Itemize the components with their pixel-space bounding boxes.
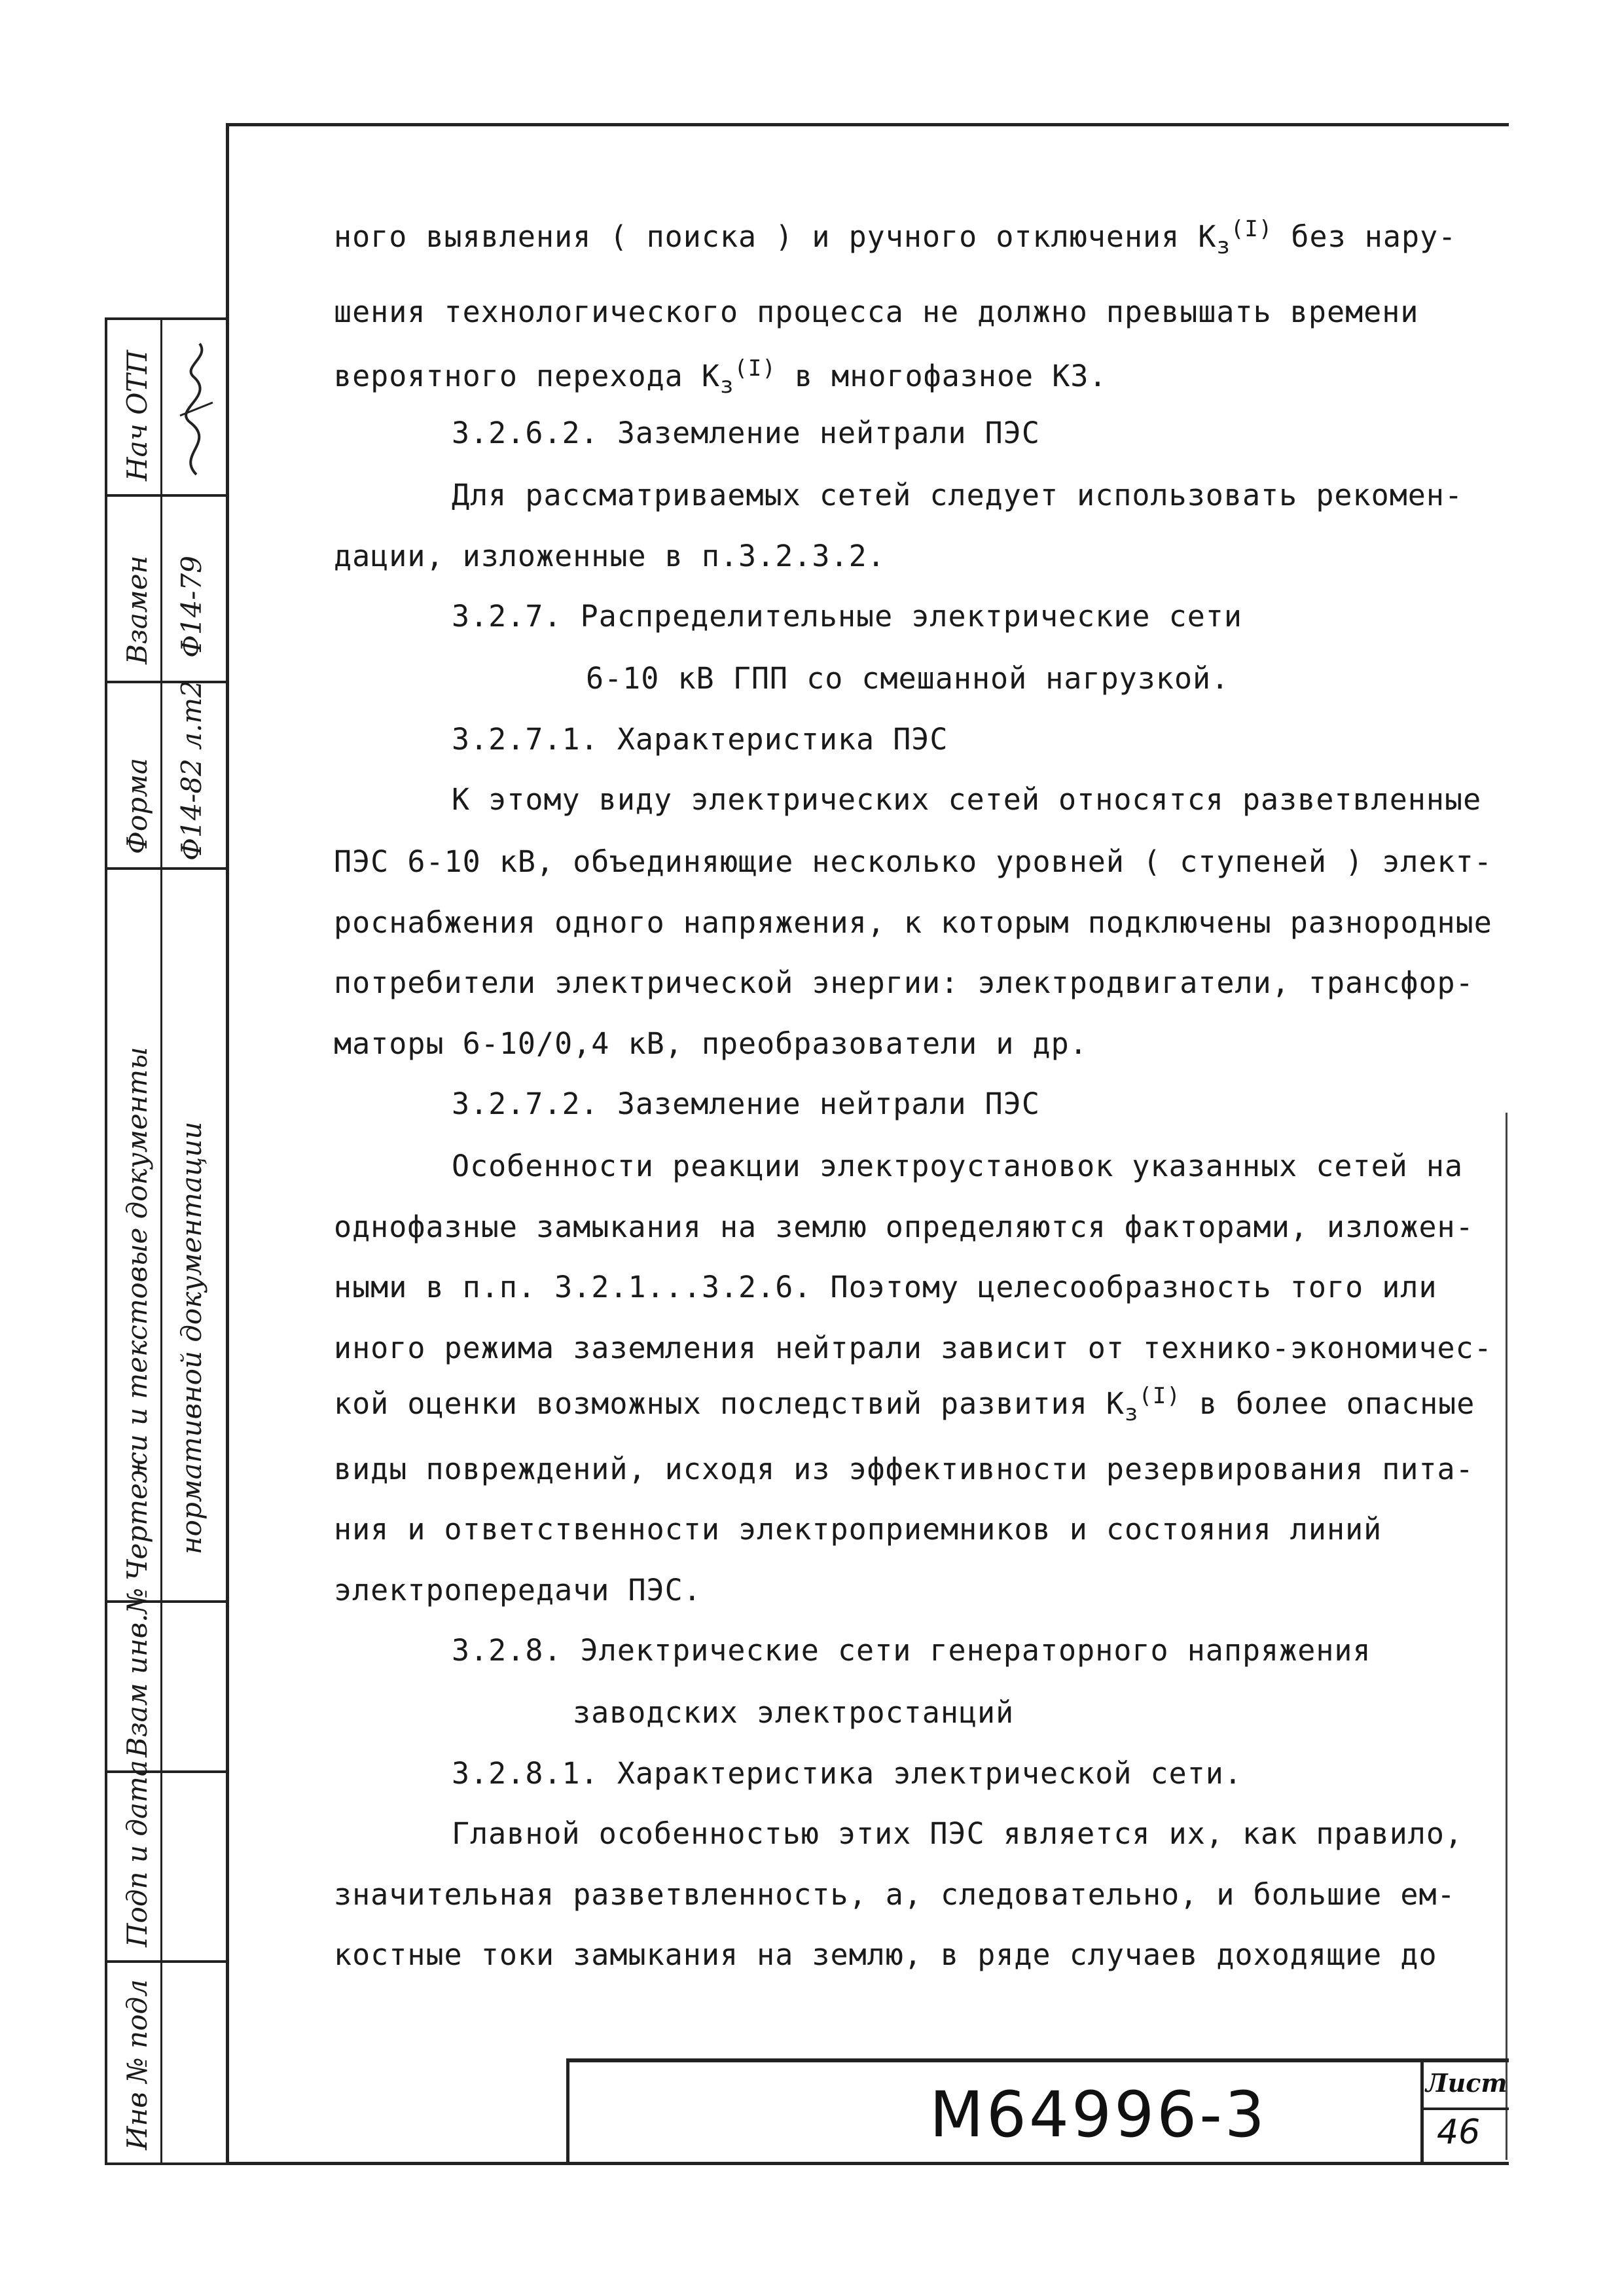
text-line: ными в п.п. 3.2.1...3.2.6. Поэтому целесообразность того или <box>334 1270 1437 1304</box>
text-line: Главной особенностью этих ПЭС является их, как правило, <box>452 1816 1464 1851</box>
sheet-number: 46 <box>1437 2113 1481 2152</box>
stamp-col1: Инв № подл <box>121 1979 153 2150</box>
section-heading: 3.2.7.2. Заземление нейтрали ПЭС <box>452 1086 1040 1121</box>
text-line: К этому виду электрических сетей относятся разветвленные <box>452 782 1482 817</box>
title-block-left-divider <box>566 2058 569 2163</box>
stamp-replaced-value: Ф14-79 <box>175 556 208 658</box>
stamp-doc-title-2: нормативной документации <box>175 1121 208 1554</box>
text-line: значительная разветвленность, а, следовательно, и большие ем- <box>334 1877 1456 1912</box>
section-heading: 3.2.8.1. Характеристика электрической сети. <box>452 1756 1242 1791</box>
text-line: ПЭС 6-10 кВ, объединяющие несколько уровней ( ступеней ) элект- <box>334 844 1492 879</box>
stamp-replaced-label: Взамен <box>121 555 153 664</box>
section-heading: 3.2.7. Распределительные электрические сети <box>452 599 1242 634</box>
text-line: костные токи замыкания на землю, в ряде случаев доходящие до <box>334 1937 1437 1972</box>
title-block-sheet-divider <box>1420 2058 1424 2163</box>
stamp-doc-title-1: Чертежи и текстовые документы <box>121 1047 153 1581</box>
text-line: кой оценки возможных последствий развития $К_з^{(I)}$ в более опасные <box>334 1383 1475 1426</box>
stamp-form-label: Форма <box>121 758 153 854</box>
text-line: роснабжения одного напряжения, к которым подключены разнородные <box>334 905 1492 940</box>
stamp-form-value: Ф14-82 л.т2 <box>175 680 208 861</box>
text-line: Для рассматриваемых сетей следует использовать рекомен- <box>452 478 1464 512</box>
text-line: виды повреждений, исходя из эффективности резервирования пита- <box>334 1452 1474 1486</box>
text-line: электропередачи ПЭС. <box>334 1573 702 1607</box>
text-line: потребители электрической энергии: электродвигатели, трансфор- <box>334 965 1474 1000</box>
section-heading: 3.2.8. Электрические сети генераторного напряжения <box>452 1633 1371 1668</box>
document-number: М64996-3 <box>929 2078 1267 2151</box>
section-heading: 3.2.7.1. Характеристика ПЭС <box>452 722 948 757</box>
sheet-label: Лист <box>1426 2068 1507 2098</box>
text-line: иного режима заземления нейтрали зависит от технико-экономичес- <box>334 1331 1492 1365</box>
text-line: дации, изложенные в п.3.2.3.2. <box>334 539 886 573</box>
text-line: ного выявления ( поиска ) и ручного отключения $К_з^{(I)}$ без нару- <box>334 216 1457 259</box>
text-line: маторы 6-10/0,4 кВ, преобразователи и др. <box>334 1026 1088 1061</box>
section-heading: 6-10 кВ ГПП со смешанной нагрузкой. <box>586 661 1230 696</box>
title-block-top-border <box>566 2058 1509 2062</box>
stamp-col3: Взам инв.№ <box>121 1587 153 1757</box>
title-block-sheet-separator <box>1420 2108 1509 2110</box>
section-heading: 3.2.6.2. Заземление нейтрали ПЭС <box>452 416 1040 450</box>
text-line: ния и ответственности электроприемников и состояния линий <box>334 1512 1382 1547</box>
section-heading: заводских электростанций <box>573 1695 1015 1730</box>
text-line: Особенности реакции электроустановок указанных сетей на <box>452 1149 1464 1183</box>
text-line: шения технологического процесса не должно превышать времени <box>334 295 1419 329</box>
stamp-col2: Подп и дата <box>121 1760 153 1947</box>
text-line: вероятного перехода $К_з^{(I)}$ в многофазное КЗ. <box>334 355 1108 399</box>
text-line: однофазные замыкания на землю определяются факторами, изложен- <box>334 1210 1474 1244</box>
stamp-head-label: Нач ОТП <box>121 350 153 481</box>
